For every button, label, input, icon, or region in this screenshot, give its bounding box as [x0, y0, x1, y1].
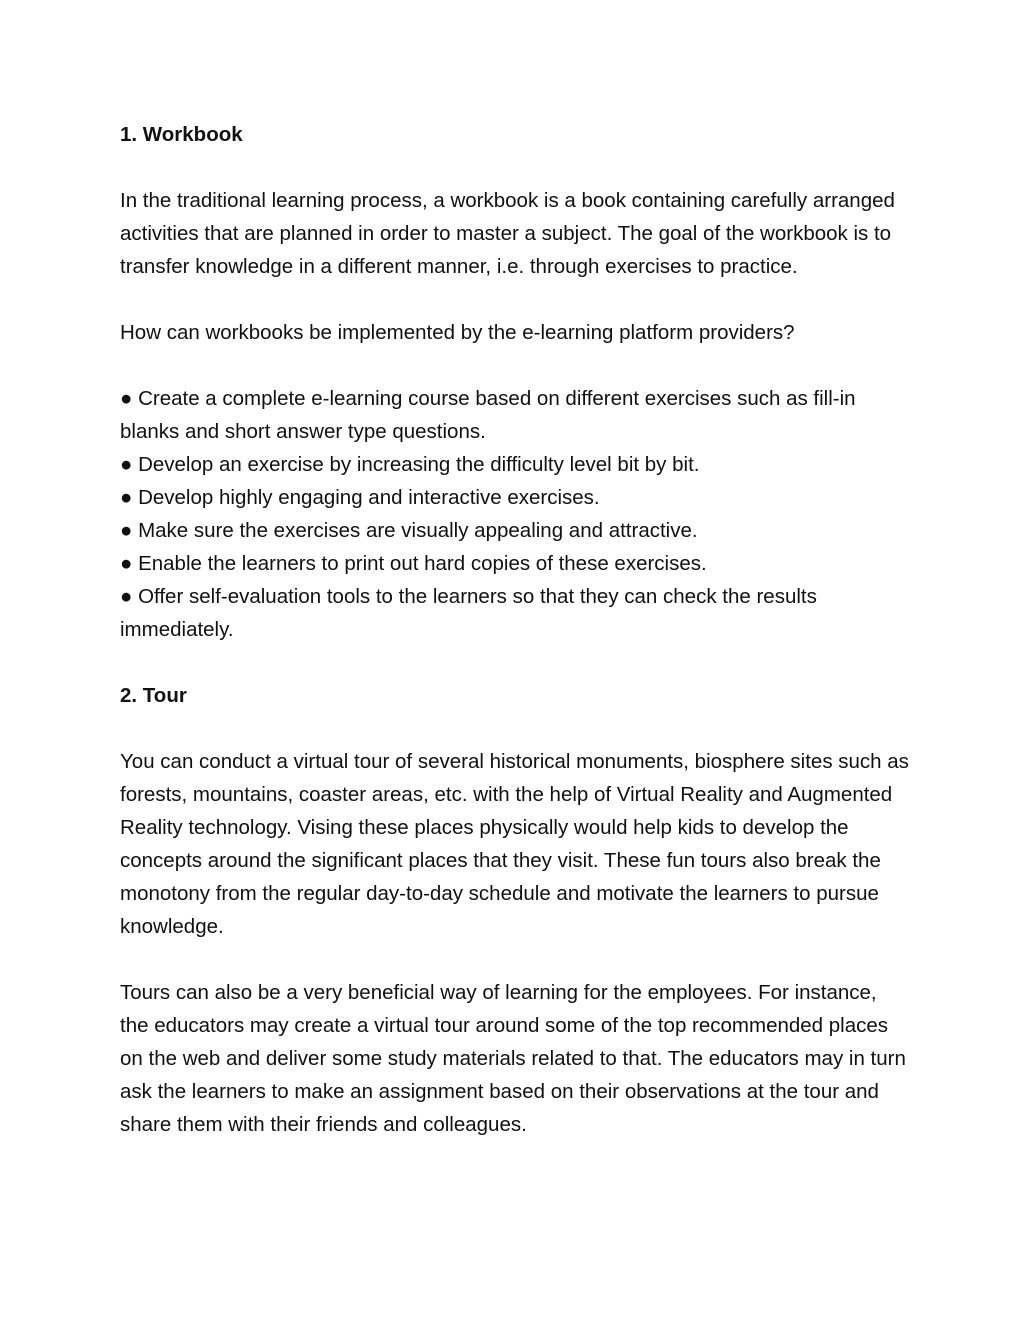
- list-item: ● Develop an exercise by increasing the difficulty level bit by bit.: [120, 453, 700, 476]
- tour-intro-paragraph: You can conduct a virtual tour of several historical monuments, biosphere sites such as forests, mountains, coaster areas, etc. with the help of Virtual Reality and Augmented Reality technology. Vising these places physically would help kids to develop the concepts around the significant places that they visit. These fun tours also break the monotony from the regular day-to-day schedule and motivate the learners to pursue knowledge.: [120, 750, 909, 938]
- tour-employees-paragraph: Tours can also be a very beneficial way of learning for the employees. For instance, the educators may create a virtual tour around some of the top recommended places on the web and deliver some study materials related to that. The educators may in turn ask the learners to make an assignment based on their observations at the tour and share them with their friends and colleagues.: [120, 981, 906, 1136]
- section-heading-workbook: 1. Workbook: [120, 123, 243, 146]
- list-item: ● Develop highly engaging and interactive exercises.: [120, 486, 600, 509]
- section-heading-tour: 2. Tour: [120, 684, 187, 707]
- list-item: ● Enable the learners to print out hard copies of these exercises.: [120, 552, 707, 575]
- list-item: ● Create a complete e-learning course based on different exercises such as fill-in blanks and short answer type questions.: [120, 387, 856, 443]
- workbook-intro-paragraph: In the traditional learning process, a workbook is a book containing carefully arranged activities that are planned in order to master a subject. The goal of the workbook is to transfer knowledge in a different manner, i.e. through exercises to practice.: [120, 189, 895, 278]
- document-page: [120, 118, 910, 1174]
- workbook-bullet-list: [120, 382, 910, 646]
- list-item: ● Make sure the exercises are visually appealing and attractive.: [120, 519, 698, 542]
- workbook-question-paragraph: How can workbooks be implemented by the e-learning platform providers?: [120, 321, 795, 344]
- list-item: ● Offer self-evaluation tools to the learners so that they can check the results immediately.: [120, 585, 817, 641]
